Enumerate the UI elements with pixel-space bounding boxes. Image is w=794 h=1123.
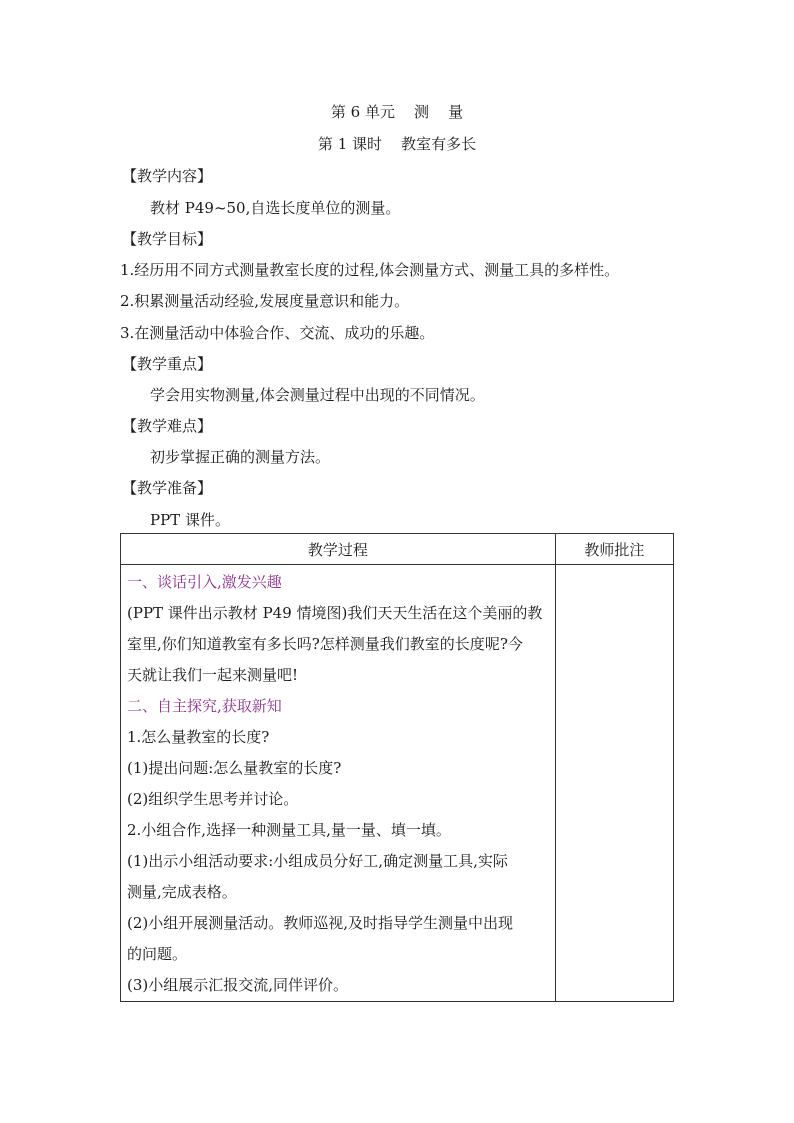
process-line: 2.小组合作,选择一种测量工具,量一量、填一填。 xyxy=(127,821,451,839)
difficulties-heading: 【教学难点】 xyxy=(122,417,213,435)
process-line: (PPT 课件出示教材 P49 情境图)我们天天生活在这个美丽的教 xyxy=(127,604,543,622)
notes-column-header: 教师批注 xyxy=(555,534,673,565)
preparation-text: PPT 课件。 xyxy=(150,511,230,529)
process-line: 1.怎么量教室的长度? xyxy=(127,728,270,746)
table-header-row xyxy=(121,534,674,565)
process-line: (3)小组展示汇报交流,同伴评价。 xyxy=(127,976,349,994)
key-points-text: 学会用实物测量,体会测量过程中出现的不同情况。 xyxy=(150,386,485,404)
process-heading: 一、谈话引入,激发兴趣 xyxy=(127,573,282,591)
process-line: 室里,你们知道教室有多长吗?怎样测量我们教室的长度呢?今 xyxy=(127,635,523,653)
notes-cell xyxy=(555,565,673,1002)
process-line: (1)出示小组活动要求:小组成员分好工,确定测量工具,实际 xyxy=(127,852,508,870)
lesson-title: 第 1 课时 教室有多长 xyxy=(317,135,477,153)
process-heading: 二、自主探究,获取新知 xyxy=(127,697,282,715)
process-cell xyxy=(121,565,556,1002)
process-line: 的问题。 xyxy=(127,945,188,963)
content-heading: 【教学内容】 xyxy=(122,167,213,185)
process-column-header: 教学过程 xyxy=(121,534,556,565)
unit-title: 第 6 单元 测 量 xyxy=(330,103,464,121)
content-text: 教材 P49~50,自选长度单位的测量。 xyxy=(150,199,401,217)
process-line: (2)小组开展测量活动。教师巡视,及时指导学生测量中出现 xyxy=(127,914,514,932)
process-line: (2)组织学生思考并讨论。 xyxy=(127,790,299,808)
teaching-process-table xyxy=(120,533,674,1002)
key-points-heading: 【教学重点】 xyxy=(122,355,213,373)
process-line: (1)提出问题:怎么量教室的长度? xyxy=(127,759,342,777)
objective-item: 1.经历用不同方式测量教室长度的过程,体会测量方式、测量工具的多样性。 xyxy=(120,261,620,279)
process-line: 测量,完成表格。 xyxy=(127,883,237,901)
objectives-heading: 【教学目标】 xyxy=(122,230,213,248)
preparation-heading: 【教学准备】 xyxy=(122,479,213,497)
process-line: 天就让我们一起来测量吧! xyxy=(127,666,299,684)
objective-item: 2.积累测量活动经验,发展度量意识和能力。 xyxy=(120,292,410,310)
objective-item: 3.在测量活动中体验合作、交流、成功的乐趣。 xyxy=(120,324,435,342)
table-body-row xyxy=(121,565,674,1002)
difficulties-text: 初步掌握正确的测量方法。 xyxy=(150,448,331,466)
